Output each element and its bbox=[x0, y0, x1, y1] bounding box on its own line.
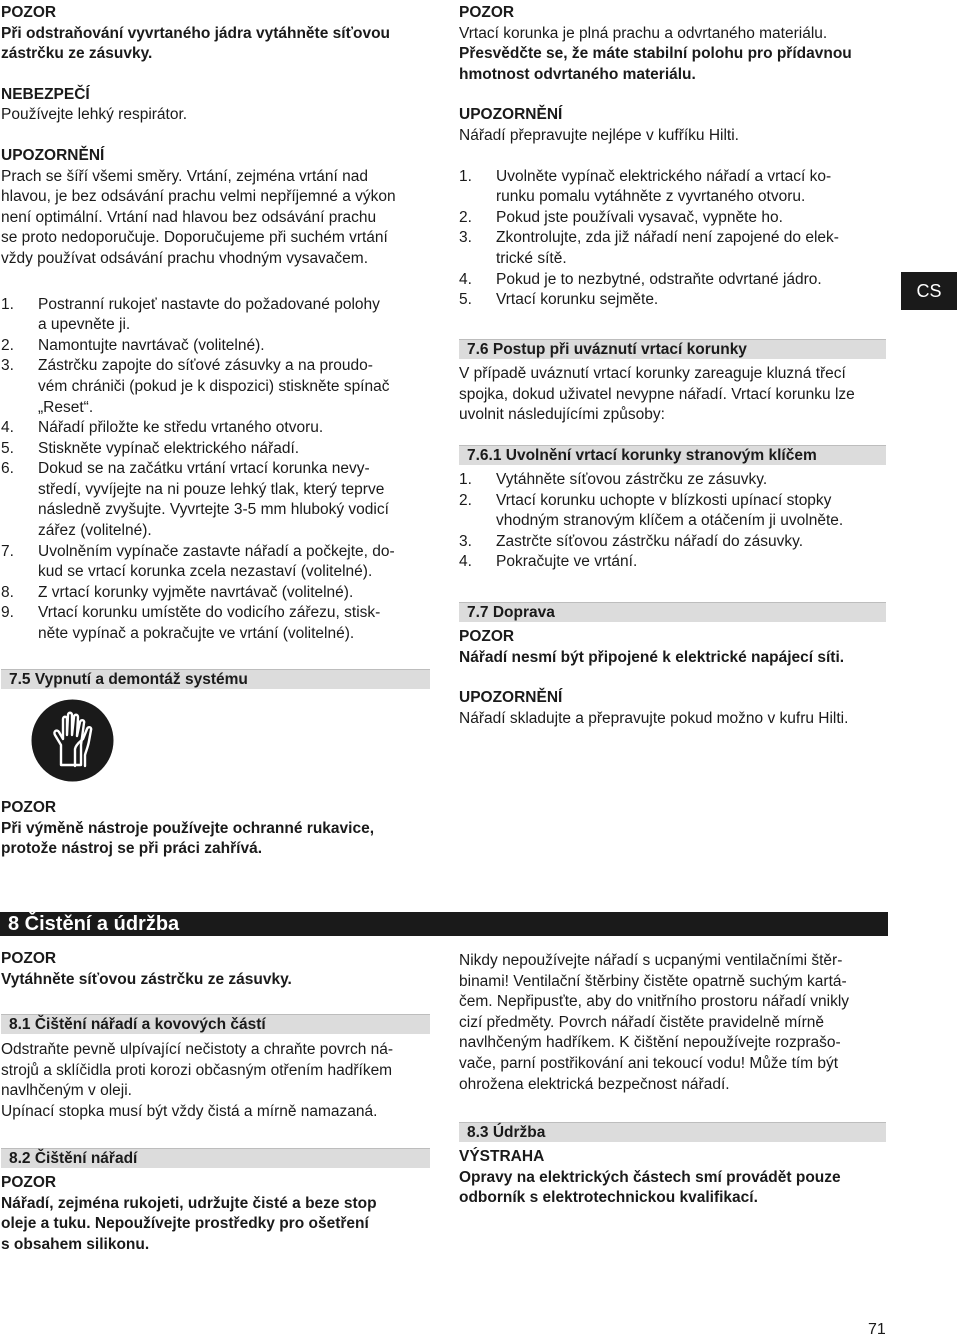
warning-text: hmotnost odvrtaného materiálu. bbox=[459, 65, 696, 83]
list-item: 2. Vrtací korunku uchopte v blízkosti upínací stopky vhodným stranovým klíčem a otáčením ji uvolněte. bbox=[459, 491, 844, 530]
paragraph-line: strojů a sklíčidla proti korozi občasným otřením hadříkem bbox=[1, 1061, 393, 1079]
paragraph-line: Odstraňte pevně ulpívající nečistoty a chraňte povrch ná- bbox=[1, 1041, 394, 1058]
gloves-warning bbox=[1, 798, 431, 860]
right-column bbox=[459, 3, 889, 311]
section-heading-7-6-1: 7.6.1 Uvolnění vrtací korunky stranovým klíčem bbox=[459, 445, 886, 465]
section-8-2-text bbox=[1, 1173, 431, 1255]
warning-text: Opravy na elektrických částech smí provádět pouze bbox=[459, 1168, 841, 1186]
notice-heading: UPOZORNĚNÍ bbox=[459, 689, 563, 707]
list-item: 4. Pokud je to nezbytné, odstraňte odvrtané jádro. bbox=[459, 270, 822, 288]
list-item: 3. Zkontrolujte, zda již nářadí není zapojené do elek- trické sítě. bbox=[459, 229, 839, 267]
list-item: 3. Zástrčku zapojte do síťové zásuvky a na proudo- vém chrániči (pokud je k dispozici) stiskněte spínač „Reset“. bbox=[1, 357, 390, 416]
chapter-heading: 8 Čistění a údržba bbox=[0, 912, 888, 936]
notice-text: Nářadí skladujte a přepravujte pokud možno v kufru Hilti. bbox=[459, 709, 849, 727]
list-item: 1. Postranní rukojeť nastavte do požadované polohy a upevněte ji. bbox=[1, 295, 380, 334]
notice-heading: UPOZORNĚNÍ bbox=[1, 146, 105, 164]
list-item: 4. Pokračujte ve vrtání. bbox=[459, 553, 638, 571]
paragraph-line: ohrožena elektrická bezpečnost nářadí. bbox=[459, 1075, 730, 1093]
list-item: 7. Uvolněním vypínače zastavte nářadí a počkejte, do- kud se vrtací korunka zcela nezastaví (volitelné). bbox=[1, 542, 395, 581]
list-item: 5. Stiskněte vypínač elektrického nářadí. bbox=[1, 439, 300, 457]
list-item: 8. Z vrtací korunky vyjměte navrtávač (volitelné). bbox=[1, 583, 354, 601]
section-heading-8-2: 8.2 Čištění nářadí bbox=[1, 1148, 430, 1168]
paragraph-line: V případě uváznutí vrtací korunky zareaguje kluzná třecí bbox=[459, 365, 846, 382]
list-item: 1. Vytáhněte síťovou zástrčku ze zásuvky. bbox=[459, 471, 768, 488]
list-item: 9. Vrtací korunku umístěte do vodicího zářezu, stisk- něte vypínač a pokračujte ve vrtání (volitelné). bbox=[1, 604, 381, 643]
warning-text: Vytáhněte síťovou zástrčku ze zásuvky. bbox=[1, 970, 292, 988]
list-item: 2. Pokud jste používali vysavač, vypněte ho. bbox=[459, 208, 783, 226]
notice-text: není optimální. Vrtání nad hlavou bez odsávání prachu bbox=[1, 208, 377, 226]
list-item: 3. Zastrčte síťovou zástrčku nářadí do zásuvky. bbox=[459, 532, 804, 550]
section-8-3-text bbox=[459, 1147, 889, 1209]
page-number: 71 bbox=[868, 1321, 886, 1338]
paragraph-line: Upínací stopka musí být vždy čistá a mírně namazaná. bbox=[1, 1102, 378, 1120]
warning-text: s obsahem silikonu. bbox=[1, 1235, 150, 1253]
chapter8-right bbox=[459, 951, 889, 1095]
paragraph-line: uvolnit následujícími způsoby: bbox=[459, 406, 665, 424]
warning-text: Při odstraňování vyvrtaného jádra vytáhněte síťovou bbox=[1, 24, 391, 42]
warning-heading: POZOR bbox=[459, 628, 515, 645]
paragraph-line: čem. Nepřipusťte, aby do vnitřního prostoru nářadí vnikly bbox=[459, 993, 850, 1011]
paragraph-line: spojka, dokud uživatel nevypne nářadí. Vrtací korunku lze bbox=[459, 385, 855, 403]
warning-text: Vrtací korunka je plná prachu a odvrtaného materiálu. bbox=[459, 24, 828, 42]
notice-text: hlavou, je bez odsávání prachu velmi nepříjemné a výkon bbox=[1, 188, 396, 206]
chapter8-left bbox=[1, 949, 431, 990]
warning-text: Přesvědčte se, že máte stabilní polohu pro přídavnou bbox=[459, 45, 852, 63]
list-item: 2. Namontujte navrtávač (volitelné). bbox=[1, 336, 265, 354]
list-item: 4. Nářadí přiložte ke středu vrtaného otvoru. bbox=[1, 419, 324, 437]
warning-text: Nářadí nesmí být připojené k elektrické napájecí síti. bbox=[459, 648, 845, 666]
notice-text: Prach se šíří všemi směry. Vrtání, zejména vrtání nad bbox=[1, 167, 368, 185]
section-heading-7-7: 7.7 Doprava bbox=[459, 602, 886, 622]
warning-heading: POZOR bbox=[1, 1174, 57, 1191]
language-tab: CS bbox=[901, 272, 957, 310]
notice-text: Nářadí přepravujte nejlépe v kufříku Hilti. bbox=[459, 126, 739, 144]
warning-text: oleje a tuku. Nepoužívejte prostředky pro ošetření bbox=[1, 1215, 369, 1233]
section-heading-7-6: 7.6 Postup při uváznutí vrtací korunky bbox=[459, 339, 886, 359]
warning-text: zástrčku ze zásuvky. bbox=[1, 45, 153, 63]
paragraph-line: navlhčeným hadříkem. K čištění nepoužívejte rozprašo- bbox=[459, 1034, 841, 1052]
warning-heading: POZOR bbox=[459, 4, 515, 21]
section-7-6-1-steps bbox=[459, 470, 889, 573]
section-7-7-text bbox=[459, 627, 889, 729]
paragraph-line: Nikdy nepoužívejte nářadí s ucpanými ventilačními štěr- bbox=[459, 952, 843, 969]
list-item: 1. Uvolněte vypínač elektrického nářadí a vrtací ko- runku pomalu vytáhněte z vyvrtaného otvoru. bbox=[459, 167, 832, 206]
list-item: 5. Vrtací korunku sejměte. bbox=[459, 291, 659, 309]
protective-gloves-icon bbox=[31, 699, 114, 782]
warning-text: odborník s elektrotechnickou kvalifikací. bbox=[459, 1189, 758, 1207]
section-heading-8-1: 8.1 Čištění nářadí a kovových částí bbox=[1, 1014, 430, 1034]
notice-heading: UPOZORNĚNÍ bbox=[459, 106, 563, 124]
list-item: 6. Dokud se na začátku vrtání vrtací korunka nevy- středí, vyvíjejte na ni pouze lehký tlak, který teprve následně zvyšujte. Vyvrtejte 3-5 mm hluboký vodicí zářez (volitelné). bbox=[1, 460, 389, 540]
left-column bbox=[1, 3, 431, 645]
warning-text: Nářadí, zejména rukojeti, udržujte čisté a beze stop bbox=[1, 1194, 377, 1212]
warning-text: Při výměně nástroje používejte ochranné rukavice, bbox=[1, 819, 375, 837]
section-heading-8-3: 8.3 Údržba bbox=[459, 1122, 886, 1142]
danger-heading: NEBEZPEČÍ bbox=[1, 85, 90, 103]
section-8-1-text bbox=[1, 1040, 431, 1122]
paragraph-line: cizí předměty. Povrch nářadí čistěte pravidelně mírně bbox=[459, 1013, 824, 1031]
danger-text: Používejte lehký respirátor. bbox=[1, 106, 188, 124]
paragraph-line: binami! Ventilační štěrbiny čistěte opatrně suchým kartá- bbox=[459, 972, 847, 990]
notice-text: vždy používat odsávání prachu vhodným vysavačem. bbox=[1, 249, 369, 267]
warning-heading: VÝSTRAHA bbox=[459, 1148, 545, 1165]
section-heading-7-5: 7.5 Vypnutí a demontáž systému bbox=[1, 669, 430, 689]
section-7-6-text bbox=[459, 364, 889, 426]
warning-heading: POZOR bbox=[1, 4, 57, 21]
notice-text: se proto nedoporučuje. Doporučujeme při suchém vrtání bbox=[1, 229, 388, 247]
warning-text: protože nástroj se při práci zahřívá. bbox=[1, 840, 262, 858]
warning-heading: POZOR bbox=[1, 950, 57, 967]
warning-heading: POZOR bbox=[1, 799, 57, 816]
paragraph-line: vače, parní postřikování ani tekoucí vodu! Může tím být bbox=[459, 1054, 839, 1072]
paragraph-line: navlhčeným v oleji. bbox=[1, 1082, 132, 1100]
